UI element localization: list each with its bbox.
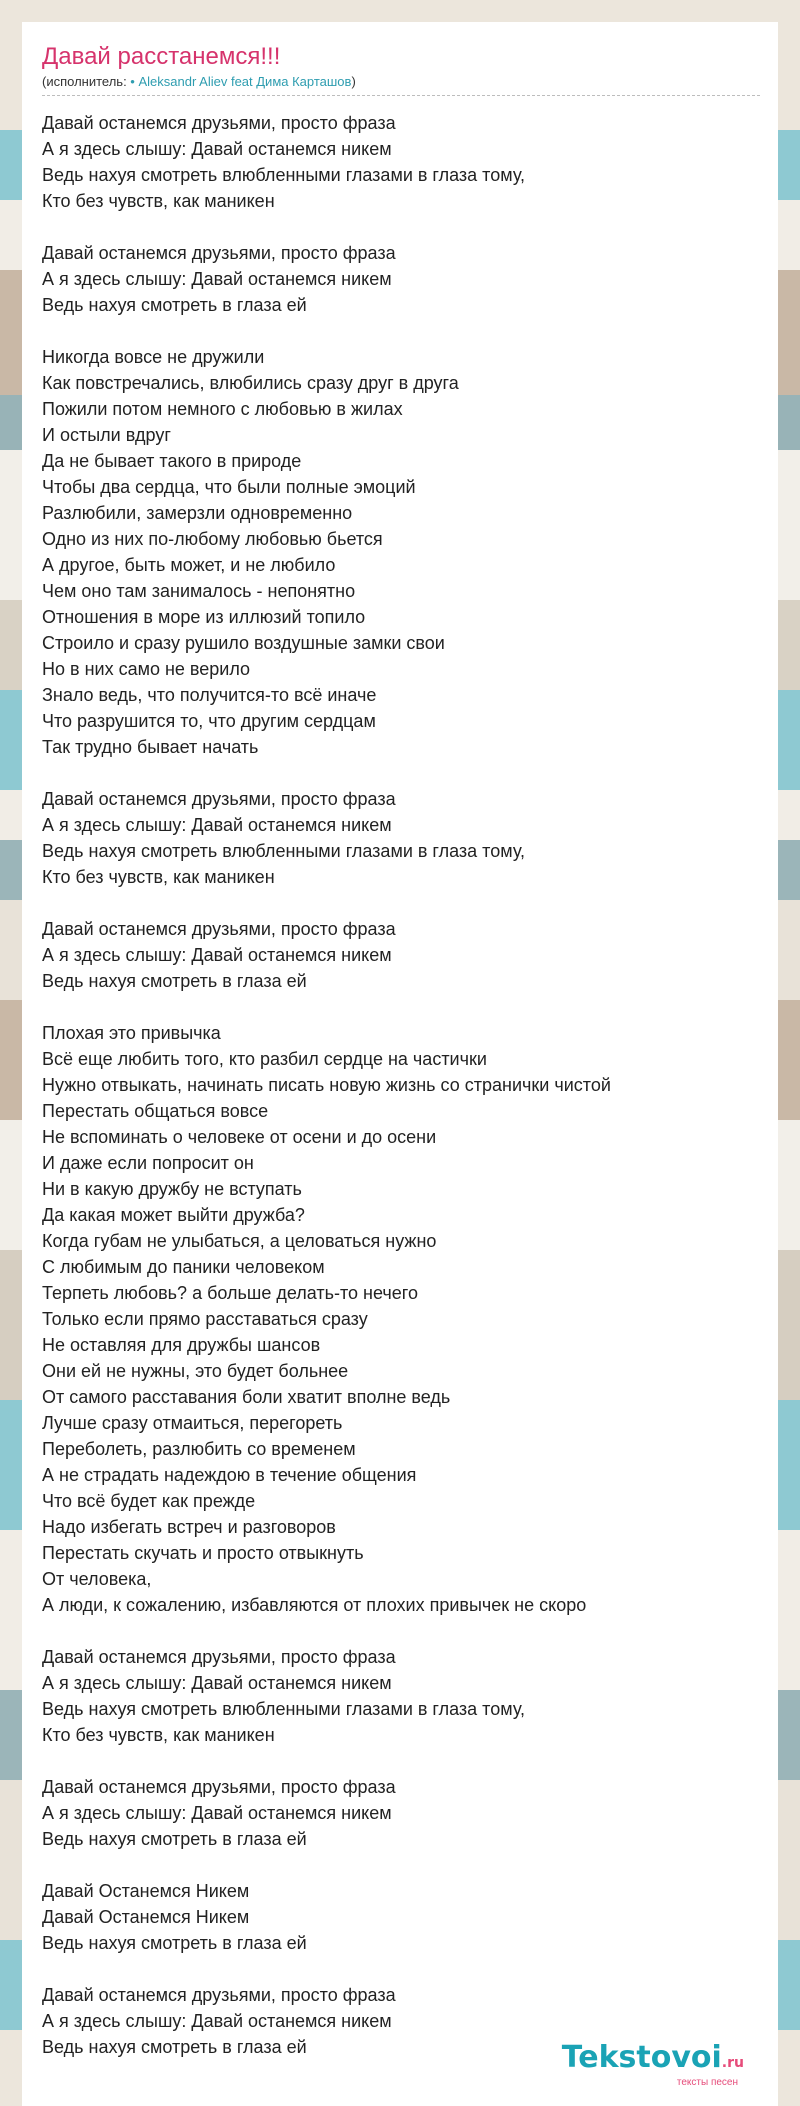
lyric-line: А я здесь слышу: Давай останемся никем: [42, 1803, 392, 1823]
lyric-line: А я здесь слышу: Давай останемся никем: [42, 2011, 392, 2031]
lyric-line: А я здесь слышу: Давай останемся никем: [42, 945, 392, 965]
lyric-line: Перестать скучать и просто отвыкнуть: [42, 1543, 364, 1563]
lyric-line: Ведь нахуя смотреть в глаза ей: [42, 1829, 307, 1849]
artist-suffix: ): [351, 74, 356, 89]
lyric-line: Давай останемся друзьями, просто фраза: [42, 1647, 396, 1667]
lyric-line: Не вспоминать о человеке от осени и до осени: [42, 1127, 437, 1147]
lyric-line: Одно из них по-любому любовью бьется: [42, 529, 383, 549]
lyric-line: А я здесь слышу: Давай останемся никем: [42, 269, 392, 289]
lyric-line: Ведь нахуя смотреть влюбленными глазами в глаза тому,: [42, 1699, 526, 1719]
stanza-gap: [42, 318, 758, 344]
lyric-line: Они ей не нужны, это будет больнее: [42, 1361, 349, 1381]
logo-tagline: тексты песен: [676, 2077, 738, 2088]
song-title: Давай расстанемся!!!: [42, 43, 281, 70]
lyric-line: Да какая может выйти дружба?: [42, 1205, 305, 1225]
lyric-line: А я здесь слышу: Давай останемся никем: [42, 815, 392, 835]
logo-tld: .ru: [721, 2055, 744, 2071]
stanza-gap: [42, 994, 758, 1020]
lyric-line: Ведь нахуя смотреть в глаза ей: [42, 971, 307, 991]
lyric-line: Только если прямо расставаться сразу: [42, 1309, 368, 1329]
lyric-line: Давай останемся друзьями, просто фраза: [42, 789, 396, 809]
lyric-line: А люди, к сожалению, избавляются от плохих привычек не скоро: [42, 1595, 587, 1615]
lyric-line: Когда губам не улыбаться, а целоваться нужно: [42, 1231, 437, 1251]
lyric-line: А я здесь слышу: Давай останемся никем: [42, 139, 392, 159]
lyric-line: Надо избегать встреч и разговоров: [42, 1517, 336, 1537]
lyric-line: Нужно отвыкать, начинать писать новую жизнь со странички чистой: [42, 1075, 611, 1095]
lyric-line: Лучше сразу отмаиться, перегореть: [42, 1413, 343, 1433]
lyric-line: А другое, быть может, и не любило: [42, 555, 336, 575]
artist-line: [42, 74, 760, 96]
artist-prefix: (исполнитель:: [42, 74, 131, 89]
lyric-line: Давай останемся друзьями, просто фраза: [42, 1777, 396, 1797]
lyric-line: Перестать общаться вовсе: [42, 1101, 269, 1121]
stanza-gap: [42, 760, 758, 786]
lyric-line: Пожили потом немного с любовью в жилах: [42, 399, 403, 419]
stanza-gap: [42, 214, 758, 240]
lyric-line: От человека,: [42, 1569, 152, 1589]
lyric-line: Но в них само не верило: [42, 659, 251, 679]
lyric-line: Строило и сразу рушило воздушные замки свои: [42, 633, 445, 653]
stanza-gap: [42, 1852, 758, 1878]
lyric-line: Давай останемся друзьями, просто фраза: [42, 1985, 396, 2005]
lyric-line: Кто без чувств, как маникен: [42, 867, 275, 887]
lyric-line: Переболеть, разлюбить со временем: [42, 1439, 356, 1459]
lyric-line: А не страдать надеждою в течение общения: [42, 1465, 417, 1485]
stanza-gap: [42, 1618, 758, 1644]
lyric-line: Так трудно бывает начать: [42, 737, 259, 757]
lyric-line: Ни в какую дружбу не вступать: [42, 1179, 302, 1199]
lyric-line: Давай Останемся Никем: [42, 1907, 250, 1927]
lyric-line: Не оставляя для дружбы шансов: [42, 1335, 321, 1355]
lyric-line: Ведь нахуя смотреть в глаза ей: [42, 2037, 307, 2057]
lyric-line: Давай останемся друзьями, просто фраза: [42, 243, 396, 263]
lyric-line: Давай останемся друзьями, просто фраза: [42, 919, 396, 939]
lyric-line: Чем оно там занималось - непонятно: [42, 581, 356, 601]
lyric-line: Давай останемся друзьями, просто фраза: [42, 113, 396, 133]
lyric-line: С любимым до паники человеком: [42, 1257, 325, 1277]
stanza-gap: [42, 890, 758, 916]
lyric-line: Ведь нахуя смотреть в глаза ей: [42, 295, 307, 315]
lyric-line: Отношения в море из иллюзий топило: [42, 607, 366, 627]
lyric-line: Что всё будет как прежде: [42, 1491, 256, 1511]
lyric-line: Кто без чувств, как маникен: [42, 191, 275, 211]
lyric-line: Ведь нахуя смотреть влюбленными глазами в глаза тому,: [42, 841, 526, 861]
lyric-line: Разлюбили, замерзли одновременно: [42, 503, 353, 523]
lyric-line: Да не бывает такого в природе: [42, 451, 302, 471]
lyric-line: Чтобы два сердца, что были полные эмоций: [42, 477, 416, 497]
lyric-line: Ведь нахуя смотреть в глаза ей: [42, 1933, 307, 1953]
lyric-line: Давай Останемся Никем: [42, 1881, 250, 1901]
logo-name: Tekstovoi: [561, 2040, 722, 2075]
lyric-line: И остыли вдруг: [42, 425, 171, 445]
lyric-line: Всё еще любить того, кто разбил сердце на частички: [42, 1049, 487, 1069]
lyric-line: А я здесь слышу: Давай останемся никем: [42, 1673, 392, 1693]
site-logo[interactable]: [562, 2042, 744, 2088]
lyric-line: Никогда вовсе не дружили: [42, 347, 265, 367]
lyric-line: Как повстречались, влюбились сразу друг в друга: [42, 373, 459, 393]
lyric-line: И даже если попросит он: [42, 1153, 254, 1173]
lyrics-body: [42, 110, 758, 2060]
artist-link[interactable]: • Aleksandr Aliev feat Дима Карташов: [130, 74, 352, 89]
lyric-line: Терпеть любовь? а больше делать-то нечего: [42, 1283, 418, 1303]
lyrics-card: [22, 22, 778, 2106]
stanza-gap: [42, 1956, 758, 1982]
lyric-line: Знало ведь, что получится-то всё иначе: [42, 685, 377, 705]
stanza-gap: [42, 1748, 758, 1774]
lyric-line: Плохая это привычка: [42, 1023, 221, 1043]
lyric-line: Что разрушится то, что другим сердцам: [42, 711, 376, 731]
lyric-line: От самого расставания боли хватит вполне ведь: [42, 1387, 451, 1407]
lyric-line: Ведь нахуя смотреть влюбленными глазами в глаза тому,: [42, 165, 526, 185]
lyric-line: Кто без чувств, как маникен: [42, 1725, 275, 1745]
